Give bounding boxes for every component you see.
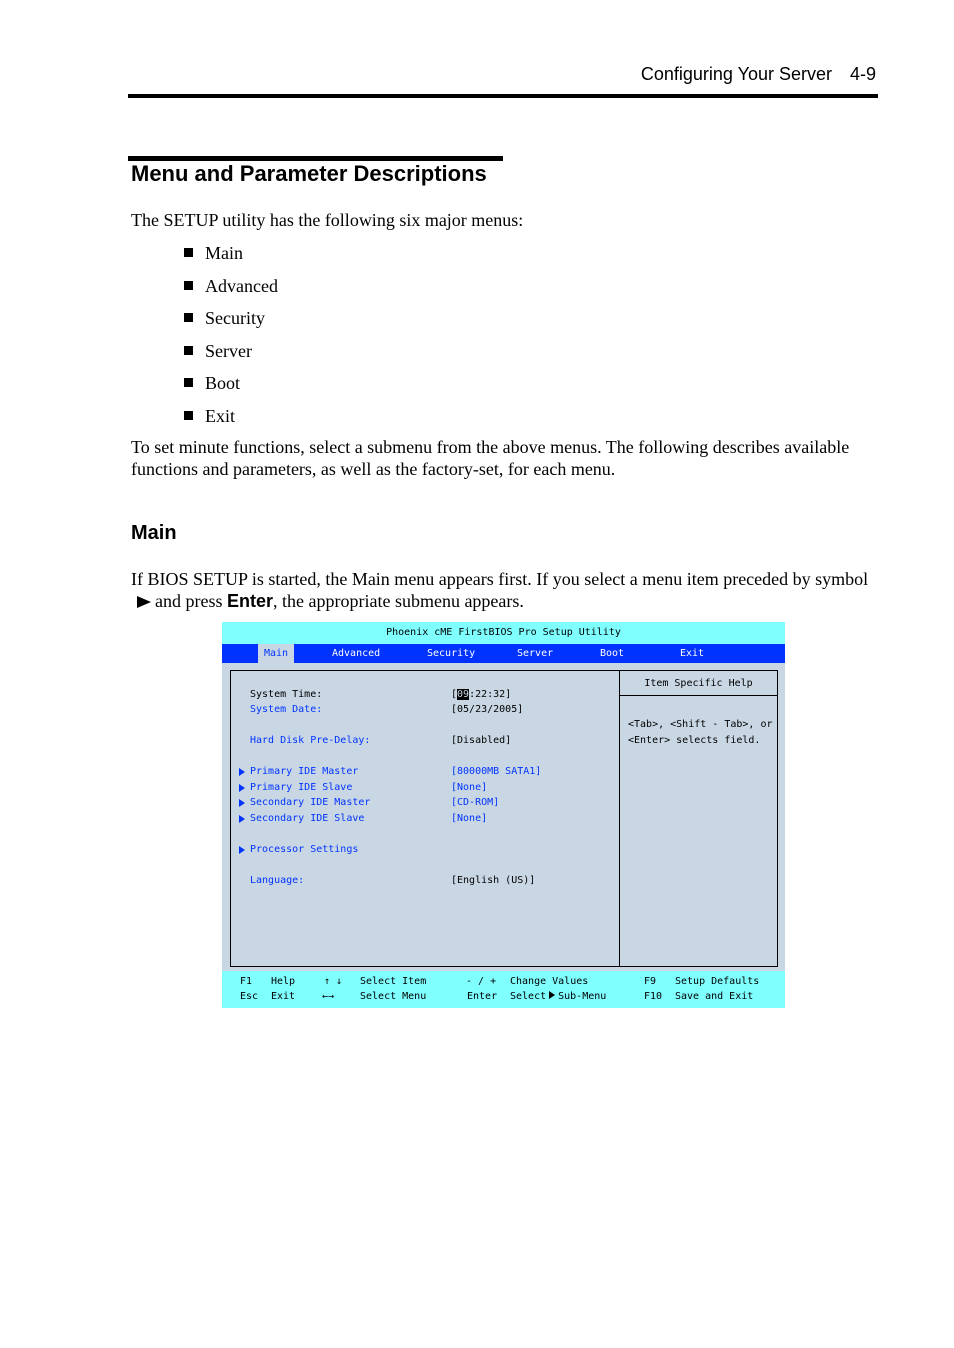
- bios-setup-screenshot: [222, 622, 785, 1008]
- f1-key: F1: [240, 976, 253, 987]
- bios-tab-server[interactable]: Server: [517, 648, 554, 659]
- bios-tab-boot[interactable]: Boot: [600, 648, 625, 659]
- system-date-value[interactable]: [05/23/2005]: [451, 704, 524, 715]
- bullet-square-icon: [184, 346, 193, 355]
- select-submenu-action: Select Sub-Menu: [510, 991, 607, 1002]
- enter-key-label: Enter: [467, 991, 498, 1002]
- section-title: Menu and Parameter Descriptions: [131, 161, 487, 186]
- bullet-square-icon: [184, 281, 193, 290]
- bullet-square-icon: [184, 313, 193, 322]
- help-text: <Tab>, <Shift - Tab>, or <Enter> selects field.: [628, 719, 773, 746]
- help-action: Help: [271, 976, 296, 987]
- submenu-triangle-icon: [549, 991, 555, 999]
- system-time-label: System Time:: [250, 689, 323, 700]
- language-value[interactable]: [English (US)]: [451, 875, 536, 886]
- secondary-ide-slave-label[interactable]: Secondary IDE Slave: [250, 813, 365, 824]
- bios-menu-bar: [222, 644, 785, 663]
- main-subsection-title: Main: [131, 522, 177, 544]
- time-cursor: 09: [457, 689, 470, 700]
- secondary-ide-master-value: [CD-ROM]: [451, 797, 500, 808]
- select-menu-action: Select Menu: [360, 991, 427, 1002]
- menu-list: [184, 241, 278, 436]
- save-and-exit-action: Save and Exit: [675, 991, 754, 1002]
- language-label[interactable]: Language:: [250, 875, 305, 886]
- list-item: Security: [184, 306, 278, 339]
- list-item: Server: [184, 339, 278, 372]
- hard-disk-pre-delay-value[interactable]: [Disabled]: [451, 735, 512, 746]
- bios-tab-advanced[interactable]: Advanced: [332, 648, 381, 659]
- header-rule: [128, 94, 878, 98]
- primary-ide-slave-value: [None]: [451, 782, 488, 793]
- submenu-triangle-icon: [239, 784, 245, 792]
- system-date-label[interactable]: System Date:: [250, 704, 323, 715]
- bios-tab-security[interactable]: Security: [427, 648, 476, 659]
- f10-key: F10: [644, 991, 663, 1002]
- list-item: Main: [184, 241, 278, 274]
- submenu-triangle-icon: [239, 768, 245, 776]
- left-right-arrows-icon: ←→: [322, 991, 335, 1002]
- primary-ide-master-value: [80000MB SATA1]: [451, 766, 542, 777]
- setup-defaults-action: Setup Defaults: [675, 976, 760, 987]
- processor-settings-label[interactable]: Processor Settings: [250, 844, 359, 855]
- system-time-value[interactable]: [09:22:32]: [451, 689, 512, 700]
- enter-key: Enter: [226, 591, 273, 611]
- list-item: Exit: [184, 404, 278, 437]
- esc-key: Esc: [240, 991, 259, 1002]
- bios-tab-exit[interactable]: Exit: [680, 648, 705, 659]
- bullet-square-icon: [184, 248, 193, 257]
- primary-ide-master-label[interactable]: Primary IDE Master: [250, 766, 359, 777]
- bios-title-bar: Phoenix cME FirstBIOS Pro Setup Utility: [222, 622, 785, 644]
- panel-divider: [619, 671, 620, 966]
- help-title: Item Specific Help: [644, 678, 753, 689]
- hard-disk-pre-delay-label[interactable]: Hard Disk Pre-Delay:: [250, 735, 371, 746]
- primary-ide-slave-label[interactable]: Primary IDE Slave: [250, 782, 353, 793]
- f9-key: F9: [644, 976, 657, 987]
- up-down-arrows-icon: ↑ ↓: [324, 976, 343, 987]
- secondary-ide-master-label[interactable]: Secondary IDE Master: [250, 797, 371, 808]
- bullet-square-icon: [184, 378, 193, 387]
- submenu-triangle-icon: [239, 799, 245, 807]
- running-head: [560, 64, 876, 85]
- secondary-ide-slave-value: [None]: [451, 813, 488, 824]
- bullet-square-icon: [184, 411, 193, 420]
- bios-footer: [222, 971, 785, 1008]
- list-item: Advanced: [184, 274, 278, 307]
- page-number: 4-9: [849, 64, 876, 84]
- chapter-title: Configuring Your Server: [640, 64, 832, 84]
- bios-tab-main[interactable]: Main: [258, 644, 294, 663]
- bios-main-panel: [230, 670, 778, 967]
- select-item-action: Select Item: [360, 976, 427, 987]
- submenu-triangle-icon: [239, 846, 245, 854]
- help-rule: [620, 695, 777, 696]
- exit-action: Exit: [271, 991, 296, 1002]
- main-paragraph: If BIOS SETUP is started, the Main menu appears first. If you select a menu item preceded by symboland press Enter, the appropriate submenu appears.: [131, 569, 869, 611]
- submenu-triangle-icon: [239, 815, 245, 823]
- submenu-arrow-icon: [137, 596, 151, 608]
- submenu-paragraph: To set minute functions, select a submenu from the above menus. The following describes available functions and parameters, as well as the factory-set, for each menu.: [131, 437, 850, 479]
- minus-plus-keys: - / +: [466, 976, 497, 987]
- intro-paragraph: The SETUP utility has the following six major menus:: [131, 210, 524, 230]
- change-values-action: Change Values: [510, 976, 589, 987]
- list-item: Boot: [184, 371, 278, 404]
